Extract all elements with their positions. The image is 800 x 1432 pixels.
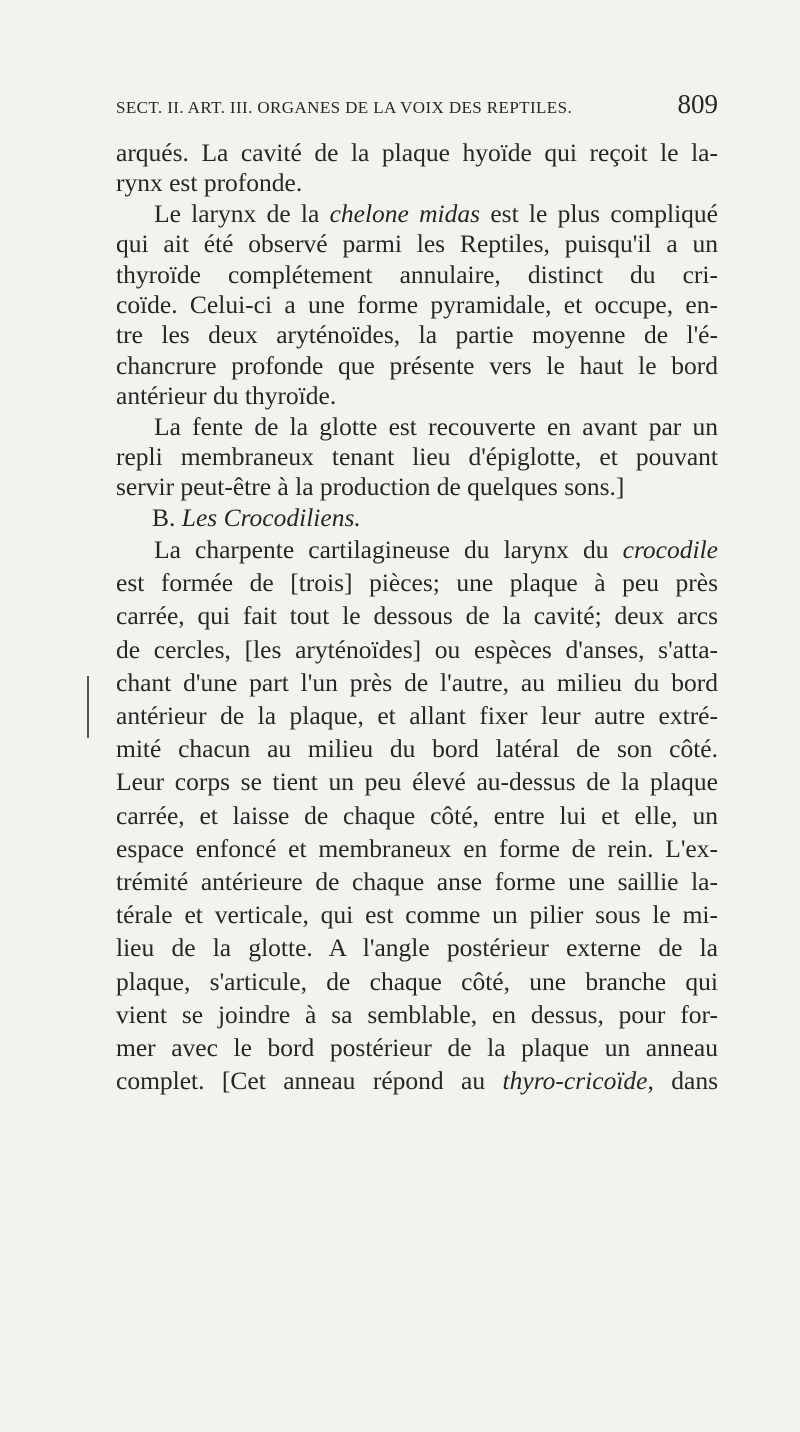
paragraph-first-line: La fente de la glotte est recouverte en avant par un [154, 411, 718, 441]
anatomy-term: thyro-cricoïde [502, 1066, 648, 1096]
text-line: carrée, et laisse de chaque côté, entre lui et elle, un [116, 800, 718, 830]
text-line: térale et verticale, qui est comme un pilier sous le mi- [116, 900, 718, 930]
text-line: arqués. La cavité de la plaque hyoïde qui reçoit le la- [116, 138, 718, 167]
text-line: tre les deux aryténoïdes, la partie moyenne de l'é- [116, 320, 718, 350]
text-line: lieu de la glotte. A l'angle postérieur externe de la [116, 933, 718, 963]
text-line: antérieur de la plaque, et allant fixer leur autre extré- [116, 701, 718, 731]
text-line: qui ait été observé parmi les Reptiles, puisqu'il a un [116, 229, 718, 259]
section-heading: B. Les Crocodiliens. [152, 502, 361, 532]
text-line: complet. [Cet anneau répond au thyro-cricoïde, dans [116, 1066, 718, 1096]
text-line: antérieur du thyroïde. [116, 381, 337, 411]
text-line: mer avec le bord postérieur de la plaque un anneau [116, 1032, 718, 1062]
paragraph-first-line: Le larynx de la chelone midas est le plus compliqué [154, 198, 718, 228]
text-line: plaque, s'articule, de chaque côté, une branche qui [116, 966, 718, 996]
text-line: mité chacun au milieu du bord latéral de son côté. [116, 734, 718, 764]
text-line: coïde. Celui-ci a une forme pyramidale, et occupe, en- [116, 289, 718, 319]
text-line: de cercles, [les aryténoïdes] ou espèces d'anses, s'atta- [116, 634, 718, 664]
text-line: chant d'une part l'un près de l'autre, au milieu du bord [116, 667, 718, 697]
margin-bracket-mark [87, 676, 89, 738]
text-line: chancrure profonde que présente vers le haut le bord [116, 350, 718, 380]
running-head-title: SECT. II. ART. III. ORGANES DE LA VOIX DES REPTILES. [116, 98, 573, 117]
body-text [116, 138, 718, 1097]
page-number: 809 [677, 89, 718, 119]
text-line: rynx est profonde. [116, 168, 303, 198]
text-line: trémité antérieure de chaque anse forme une saillie la- [116, 866, 718, 896]
section-heading-title: Les Crocodiliens. [181, 502, 361, 532]
species-name: chelone midas [329, 198, 481, 228]
text-line: thyroïde complétement annulaire, distinct du cri- [116, 259, 718, 289]
paragraph-first-line: La charpente cartilagineuse du larynx du crocodile [154, 535, 718, 565]
text-line: carrée, qui fait tout le dessous de la cavité; deux arcs [116, 601, 718, 631]
text-line: vient se joindre à sa semblable, en dessus, pour for- [116, 999, 718, 1029]
text-line: repli membraneux tenant lieu d'épiglotte, et pouvant [116, 441, 718, 471]
species-name: crocodile [622, 535, 718, 565]
text-line: Leur corps se tient un peu élevé au-dessus de la plaque [116, 767, 718, 797]
text-line: espace enfoncé et membraneux en forme de rein. L'ex- [116, 833, 718, 863]
running-head [116, 88, 718, 122]
text-line: servir peut-être à la production de quelques sons.] [116, 472, 625, 502]
text-line: est formée de [trois] pièces; une plaque à peu près [116, 568, 718, 598]
